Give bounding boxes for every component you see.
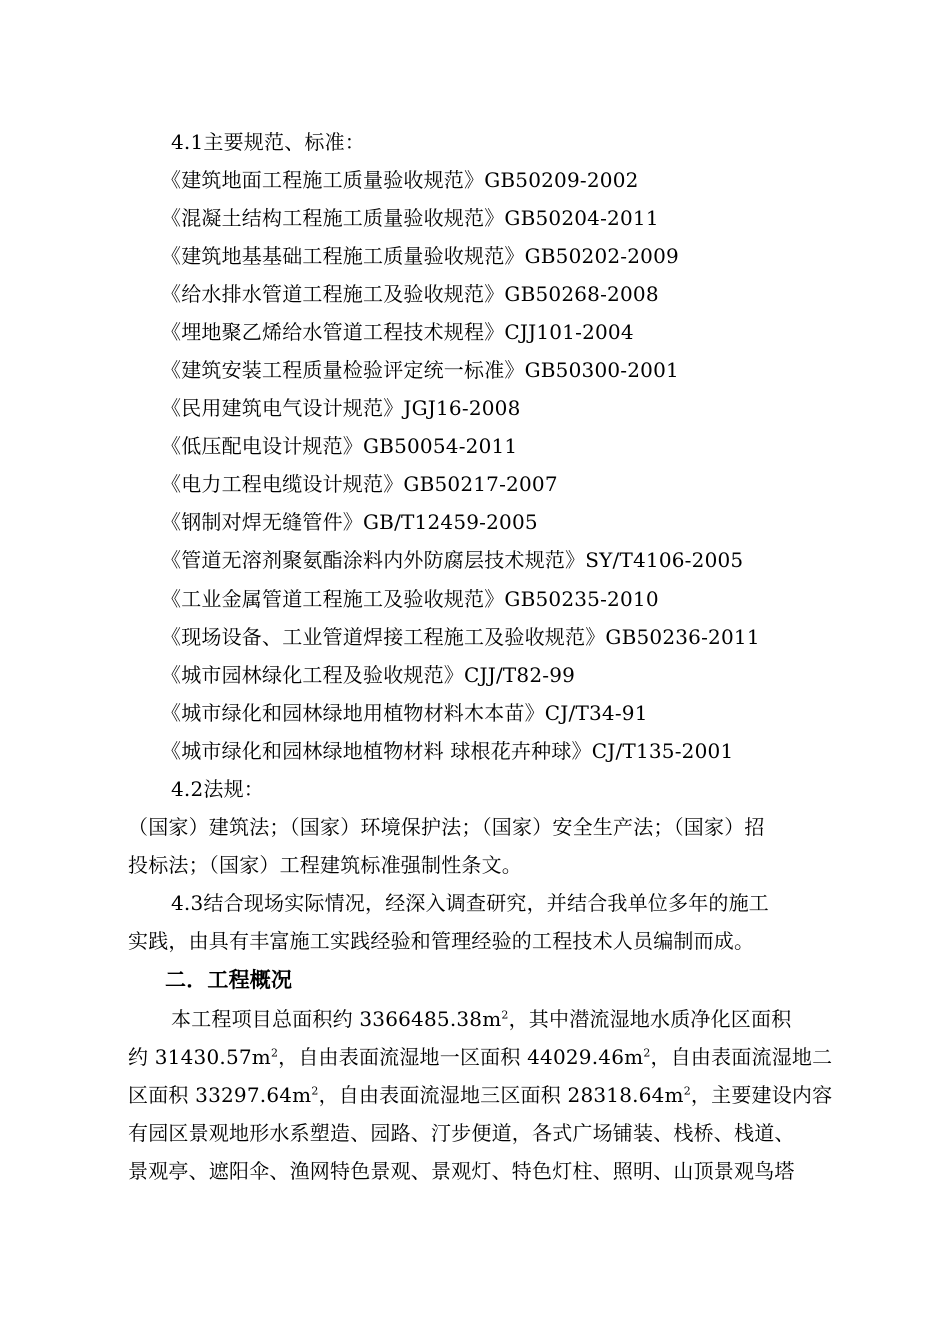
standard-item: 《管道无溶剂聚氨酯涂料内外防腐层技术规范》SY/T4106-2005 (161, 548, 744, 572)
text-run: ，自由表面流湿地二 (650, 1045, 833, 1069)
superscript: 2 (643, 1046, 651, 1060)
standard-item: 《钢制对焊无缝管件》GB/T12459-2005 (161, 510, 538, 534)
regulations-line-1: （国家）建筑法；（国家）环境保护法；（国家）安全生产法；（国家）招 (128, 815, 765, 839)
section-heading-overview: 二．工程概况 (165, 968, 293, 992)
section-4-1-title: 4.1主要规范、标准： (171, 130, 366, 154)
standard-item: 《城市绿化和园林绿地用植物材料木本苗》CJ/T34-91 (161, 701, 648, 725)
standard-item: 《电力工程电缆设计规范》GB50217-2007 (161, 472, 558, 496)
overview-line-5: 景观亭、遮阳伞、渔网特色景观、景观灯、特色灯柱、照明、山顶景观鸟塔 (128, 1159, 795, 1183)
standard-item: 《城市绿化和园林绿地植物材料 球根花卉种球》CJ/T135-2001 (161, 739, 734, 763)
standard-item: 《埋地聚乙烯给水管道工程技术规程》CJJ101-2004 (161, 320, 634, 344)
overview-line-3 (128, 1081, 832, 1109)
standard-item: 《混凝土结构工程施工质量验收规范》GB50204-2011 (161, 206, 659, 230)
overview-line-2 (128, 1043, 832, 1071)
regulations-line-2: 投标法；（国家）工程建筑标准强制性条文。 (128, 853, 522, 877)
standard-item: 《现场设备、工业管道焊接工程施工及验收规范》GB50236-2011 (161, 625, 760, 649)
text-run: ，自由表面流湿地一区面积 44029.46m (278, 1045, 644, 1069)
standard-item: 《给水排水管道工程施工及验收规范》GB50268-2008 (161, 282, 659, 306)
overview-line-1 (171, 1005, 791, 1033)
superscript: 2 (501, 1008, 509, 1022)
overview-line-4: 有园区景观地形水系塑造、园路、汀步便道，各式广场铺装、栈桥、栈道、 (128, 1121, 795, 1145)
standard-item: 《低压配电设计规范》GB50054-2011 (161, 434, 518, 458)
standard-item: 《工业金属管道工程施工及验收规范》GB50235-2010 (161, 587, 659, 611)
standard-item: 《民用建筑电气设计规范》JGJ16-2008 (161, 396, 521, 420)
section-4-3-line-2: 实践，由具有丰富施工实践经验和管理经验的工程技术人员编制而成。 (128, 929, 755, 953)
text-run: 约 31430.57m (128, 1045, 271, 1069)
standard-item: 《城市园林绿化工程及验收规范》CJJ/T82-99 (161, 663, 576, 687)
section-4-2-title: 4.2法规： (171, 777, 265, 801)
superscript: 2 (311, 1084, 319, 1098)
superscript: 2 (683, 1084, 691, 1098)
text-run: ，其中潜流湿地水质净化区面积 (508, 1007, 792, 1031)
text-run: 区面积 33297.64m (128, 1083, 312, 1107)
standard-item: 《建筑地面工程施工质量验收规范》GB50209-2002 (161, 168, 639, 192)
standard-item: 《建筑地基基础工程施工质量验收规范》GB50202-2009 (161, 244, 679, 268)
standard-item: 《建筑安装工程质量检验评定统一标准》GB50300-2001 (161, 358, 679, 382)
text-run: ，自由表面流湿地三区面积 28318.64m (318, 1083, 684, 1107)
superscript: 2 (270, 1046, 279, 1060)
text-run: 本工程项目总面积约 3366485.38m (171, 1007, 502, 1031)
section-4-3-line-1: 4.3结合现场实际情况，经深入调查研究，并结合我单位多年的施工 (171, 891, 770, 915)
text-run: ，主要建设内容 (690, 1083, 833, 1107)
